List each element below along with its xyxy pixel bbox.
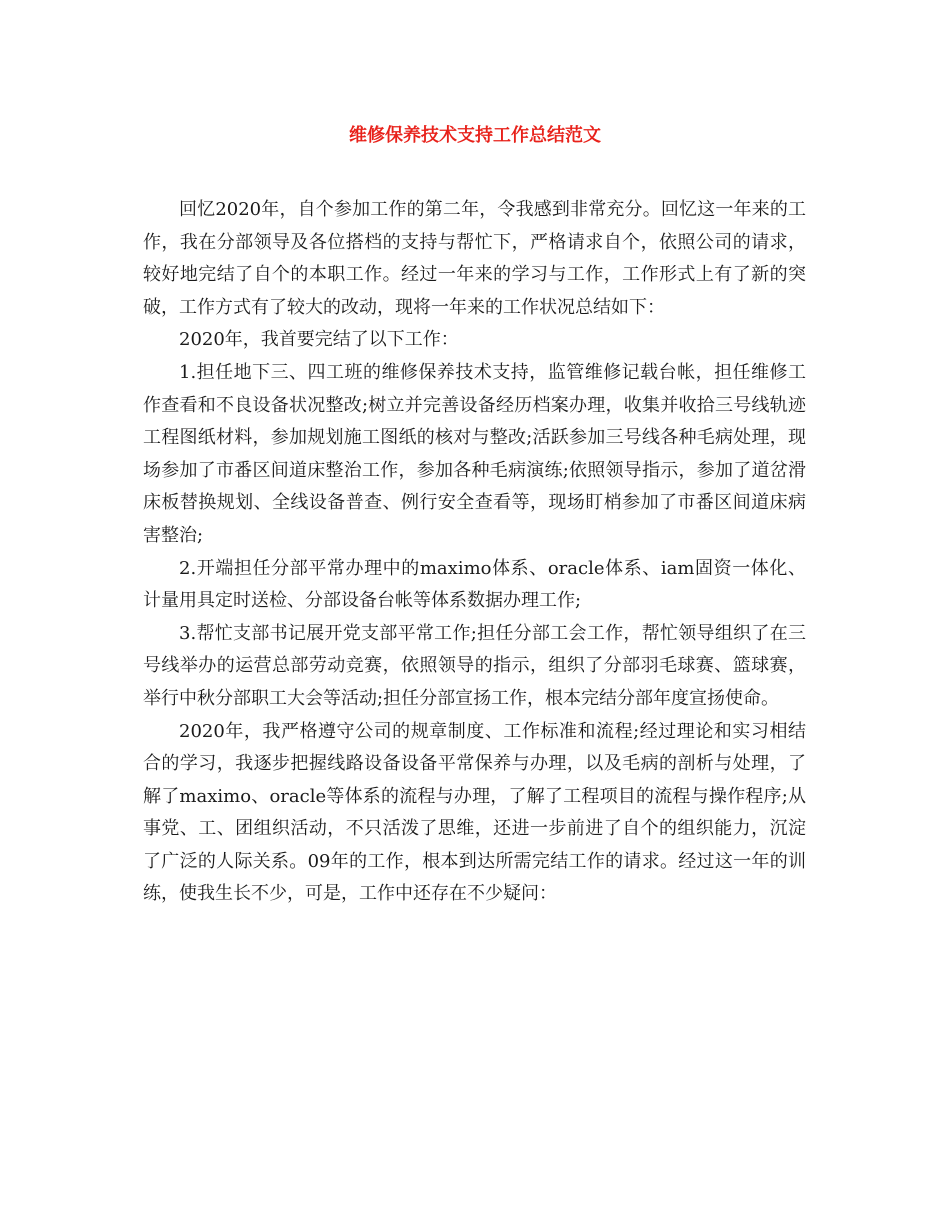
paragraph-item-1: 1.担任地下三、四工班的维修保养技术支持，监管维修记载台帐，担任维修工作查看和不良设备状况整改;树立并完善设备经历档案办理，收集并收拾三号线轨迹工程图纸材料，参加规划施工图纸的核对与整改;活跃参加三号线各种毛病处理，现场参加了市番区间道床整治工作，参加各种毛病演练;依照领导指示，参加了道岔滑床板替换规划、全线设备普查、例行安全查看等，现场盯梢参加了市番区间道床病害整治;	[143, 361, 806, 546]
paragraph-reflection: 2020年，我严格遵守公司的规章制度、工作标准和流程;经过理论和实习相结合的学习，我逐步把握线路设备设备平常保养与办理，以及毛病的剖析与处理，了解了maximo、oracle等体系的流程与办理，了解了工程项目的流程与操作程序;从事党、工、团组织活动，不只活泼了思维，还进一步前进了自个的组织能力，沉淀了广泛的人际关系。09年的工作，根本到达所需完结工作的请求。经过这一年的训练，使我生长不少，可是，工作中还存在不少疑问：	[143, 720, 806, 905]
paragraph-intro: 回忆2020年，自个参加工作的第二年，令我感到非常充分。回忆这一年来的工作，我在分部领导及各位搭档的支持与帮忙下，严格请求自个，依照公司的请求，较好地完结了自个的本职工作。经过一年来的学习与工作，工作形式上有了新的突破，工作方式有了较大的改动，现将一年来的工作状况总结如下：	[143, 199, 806, 318]
paragraph-summary-heading: 2020年，我首要完结了以下工作：	[179, 329, 459, 351]
document-title: 维修保养技术支持工作总结范文	[349, 125, 601, 146]
document-body	[143, 194, 806, 911]
paragraph-item-3: 3.帮忙支部书记展开党支部平常工作;担任分部工会工作，帮忙领导组织了在三号线举办的运营总部劳动竞赛，依照领导的指示，组织了分部羽毛球赛、篮球赛，举行中秋分部职工大会等活动;担任分部宣扬工作，根本完结分部年度宣扬使命。	[143, 622, 806, 709]
paragraph-item-2: 2.开端担任分部平常办理中的maximo体系、oracle体系、iam固资一体化、计量用具定时送检、分部设备台帐等体系数据办理工作;	[143, 557, 806, 612]
